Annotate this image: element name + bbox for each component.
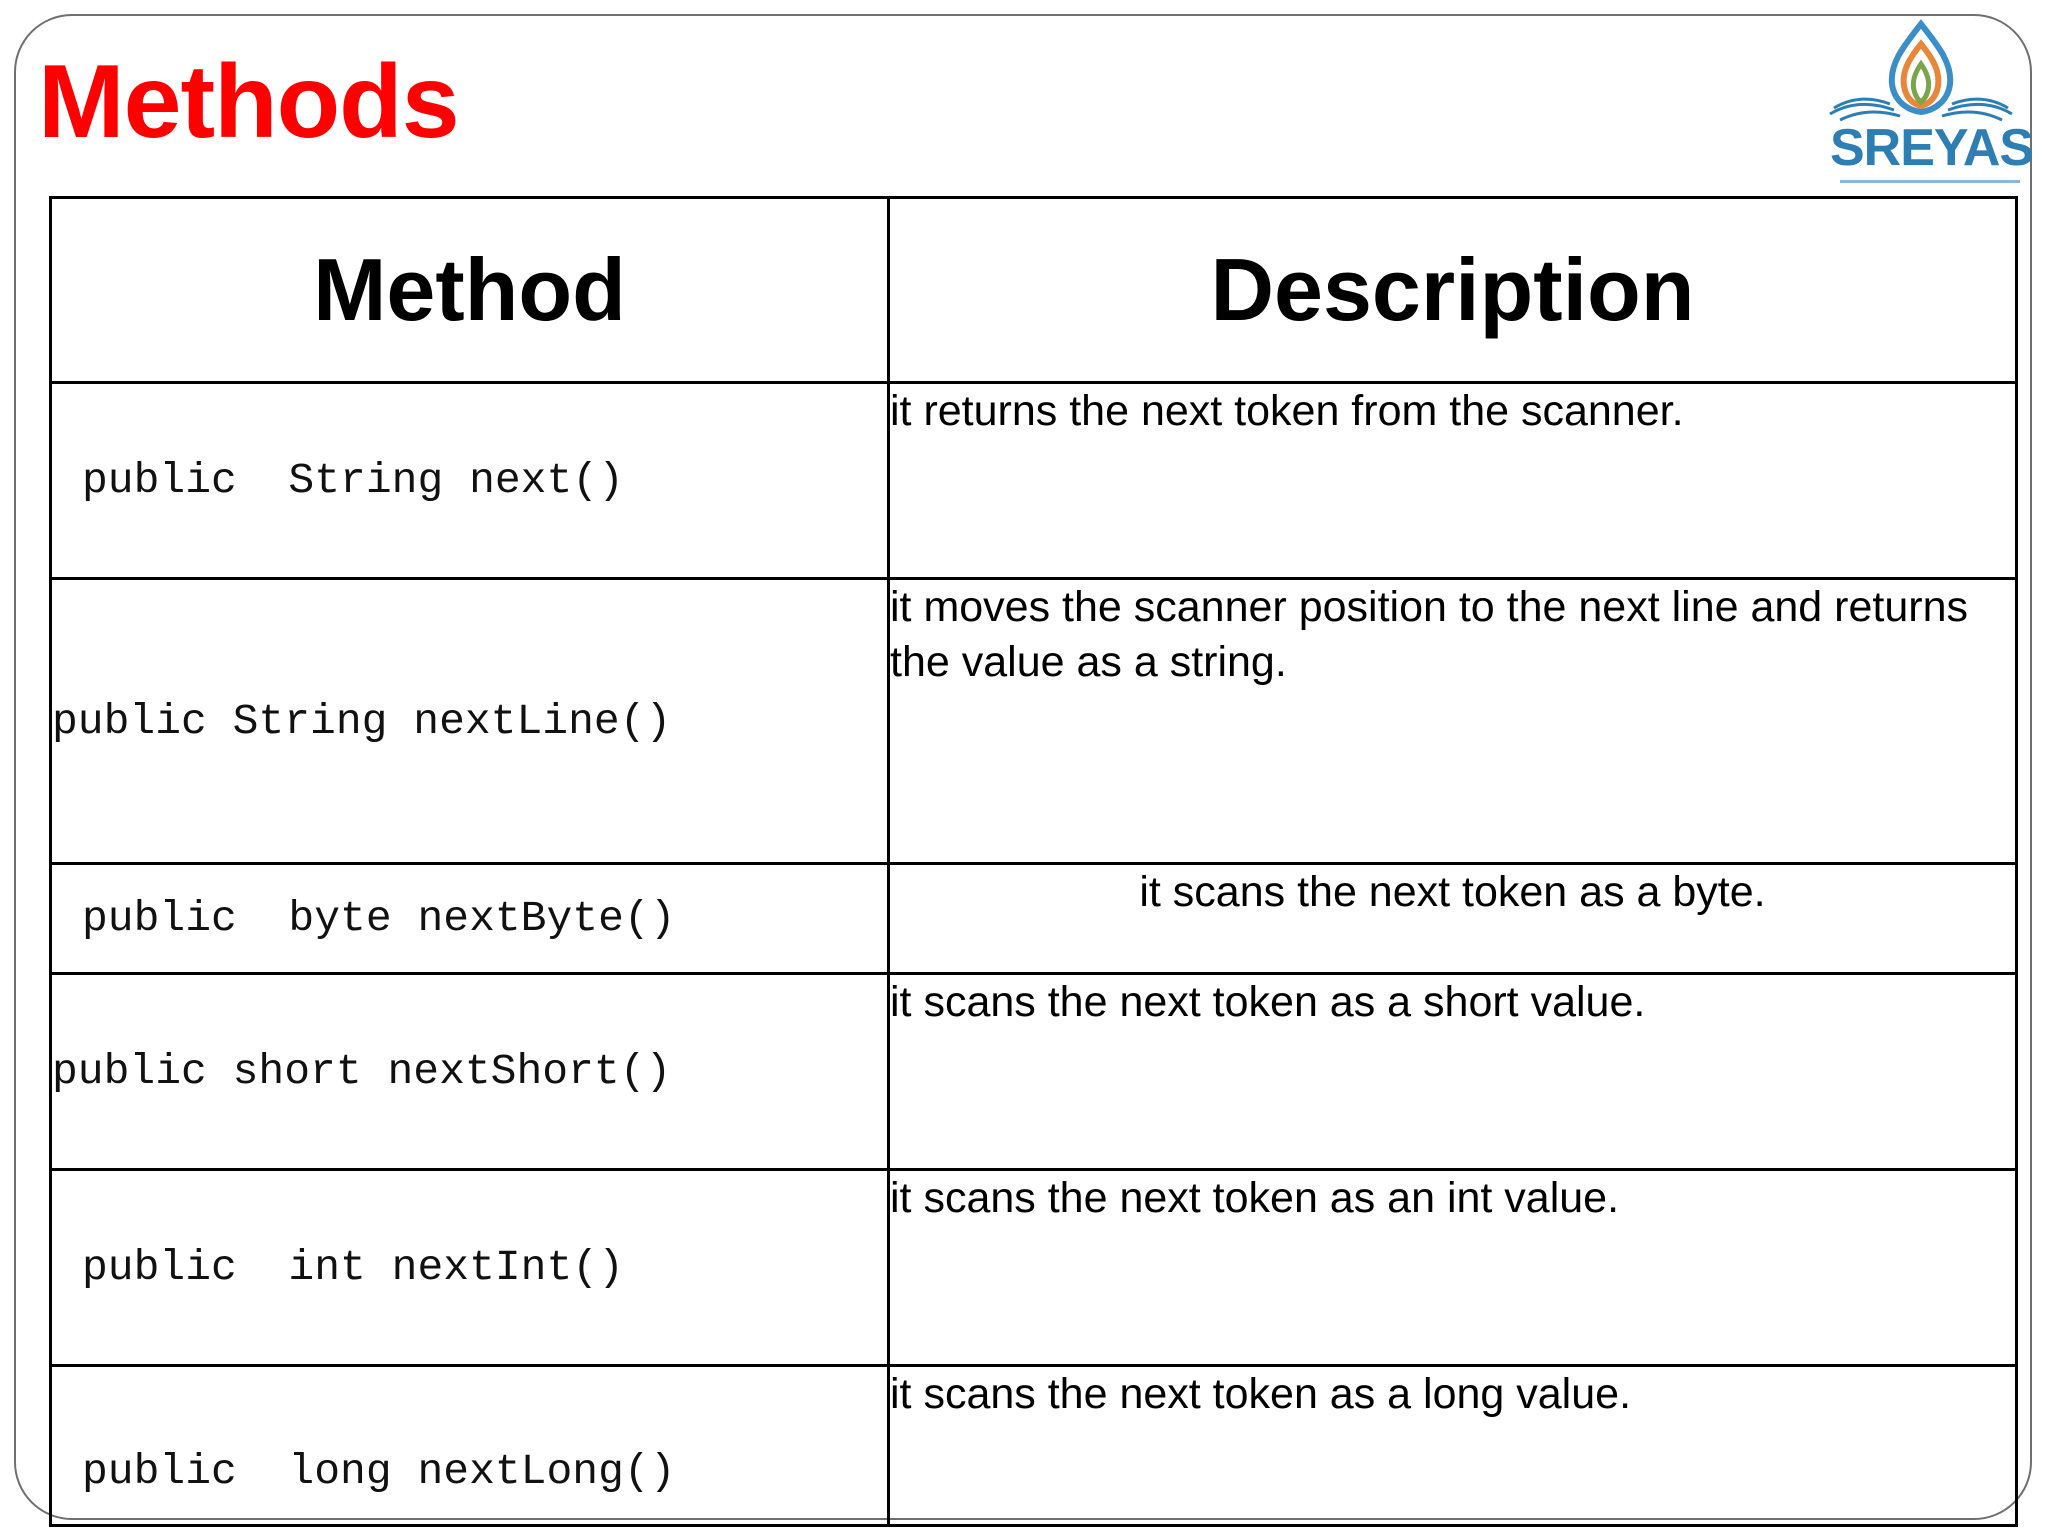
method-description: it scans the next token as a long value. — [889, 1366, 2017, 1526]
table-row — [51, 864, 2017, 974]
table-row — [51, 1366, 2017, 1526]
table-row — [51, 579, 2017, 864]
method-signature: public String next() — [51, 383, 889, 579]
header-method: Method — [51, 198, 889, 383]
logo-tagline-mark — [1830, 178, 2030, 186]
method-description: it returns the next token from the scanner. — [889, 383, 2017, 579]
table-row — [51, 383, 2017, 579]
method-signature: public byte nextByte() — [51, 864, 889, 974]
method-signature: public short nextShort() — [51, 974, 889, 1170]
method-description: it moves the scanner position to the next line and returns the value as a string. — [889, 579, 2017, 864]
method-description: it scans the next token as an int value. — [889, 1170, 2017, 1366]
method-signature: public String nextLine() — [51, 579, 889, 864]
logo-wordmark: SREYAS — [1830, 119, 2034, 177]
flame-emblem-icon — [1810, 18, 2032, 128]
method-description: it scans the next token as a byte. — [889, 864, 2017, 974]
slide-title: Methods — [38, 44, 459, 160]
table-header-row — [51, 198, 2017, 383]
table-row — [51, 974, 2017, 1170]
method-description: it scans the next token as a short value. — [889, 974, 2017, 1170]
methods-table — [49, 196, 2018, 1527]
method-signature: public long nextLong() — [51, 1366, 889, 1526]
method-signature: public int nextInt() — [51, 1170, 889, 1366]
header-description: Description — [889, 198, 2017, 383]
sreyas-logo — [1810, 18, 2032, 194]
table-row — [51, 1170, 2017, 1366]
